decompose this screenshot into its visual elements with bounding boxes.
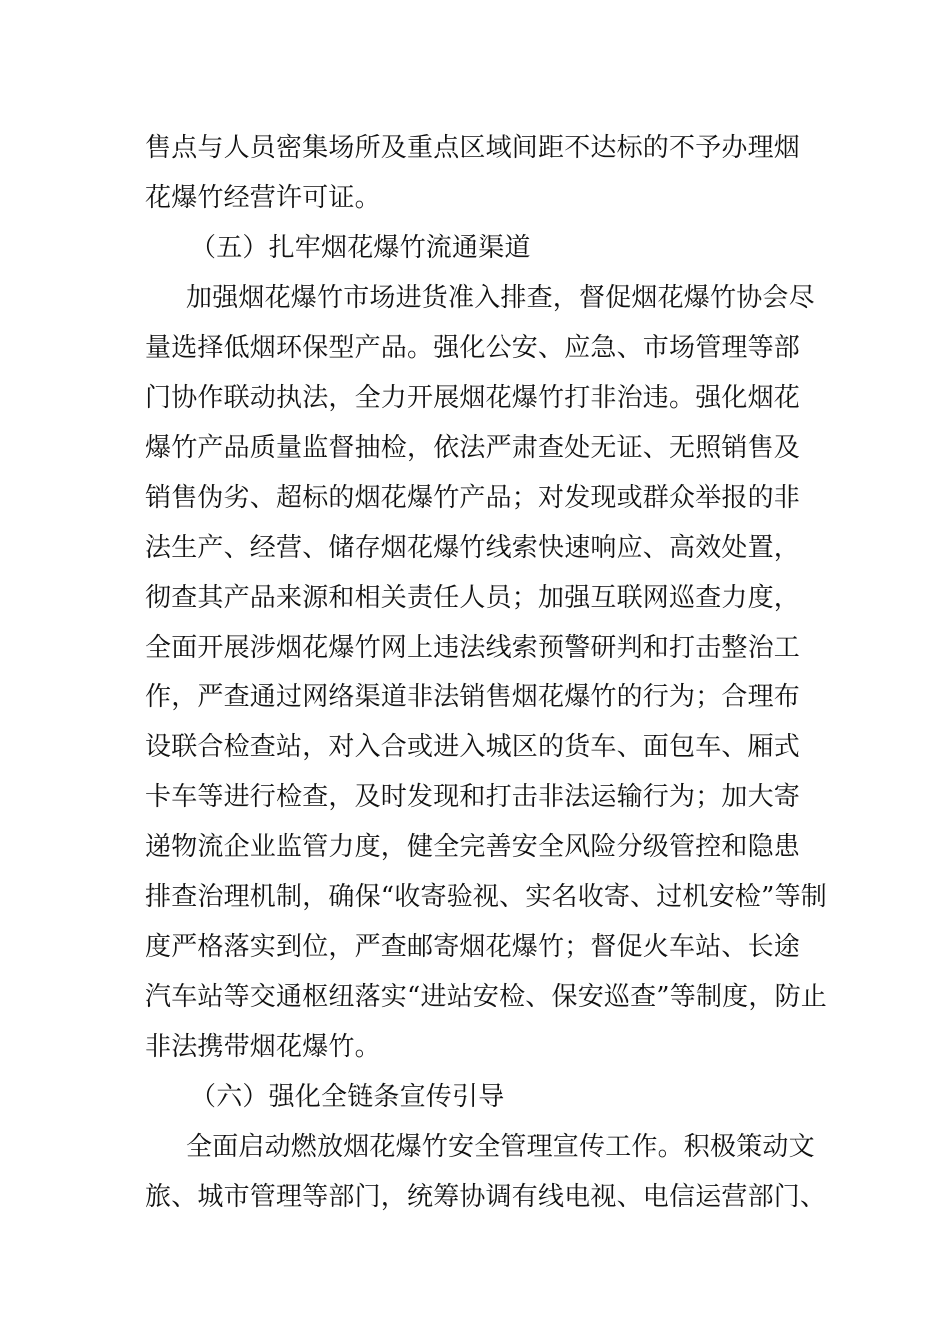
paragraph-line: 彻查其产品来源和相关责任人员；加强互联网巡查力度， [145,583,801,613]
paragraph-line: 花爆竹经营许可证。 [145,183,381,213]
paragraph-line: 旅、城市管理等部门，统筹协调有线电视、电信运营部门、 [145,1182,827,1212]
section-heading-5: （五）扎牢烟花爆竹流通渠道 [190,233,531,263]
paragraph-line: 卡车等进行检查，及时发现和打击非法运输行为；加大寄 [145,782,801,812]
paragraph-line: 作，严查通过网络渠道非法销售烟花爆竹的行为；合理布 [145,682,801,712]
paragraph-line: 量选择低烟环保型产品。强化公安、应急、市场管理等部 [145,333,801,363]
paragraph-line: 度严格落实到位，严查邮寄烟花爆竹；督促火车站、长途 [145,932,801,962]
paragraph-line: 递物流企业监管力度，健全完善安全风险分级管控和隐患 [145,832,801,862]
paragraph-line: 汽车站等交通枢纽落实“进站安检、保安巡查”等制度，防止 [145,982,827,1012]
paragraph-line: 全面启动燃放烟花爆竹安全管理宣传工作。积极策动文 [186,1132,815,1162]
paragraph-line: 门协作联动执法，全力开展烟花爆竹打非治违。强化烟花 [145,383,801,413]
paragraph-line: 设联合检查站，对入合或进入城区的货车、面包车、厢式 [145,732,801,762]
paragraph-line: 加强烟花爆竹市场进货准入排查，督促烟花爆竹协会尽 [186,283,815,313]
section-heading-6: （六）强化全链条宣传引导 [190,1082,505,1112]
paragraph-line: 销售伪劣、超标的烟花爆竹产品；对发现或群众举报的非 [145,483,801,513]
paragraph-line: 爆竹产品质量监督抽检，依法严肃查处无证、无照销售及 [145,433,801,463]
paragraph-line: 全面开展涉烟花爆竹网上违法线索预警研判和打击整治工 [145,633,801,663]
paragraph-line: 售点与人员密集场所及重点区域间距不达标的不予办理烟 [145,133,801,163]
paragraph-line: 排查治理机制，确保“收寄验视、实名收寄、过机安检”等制 [145,882,827,912]
paragraph-line: 法生产、经营、储存烟花爆竹线索快速响应、高效处置， [145,533,801,563]
paragraph-line: 非法携带烟花爆竹。 [145,1032,381,1062]
